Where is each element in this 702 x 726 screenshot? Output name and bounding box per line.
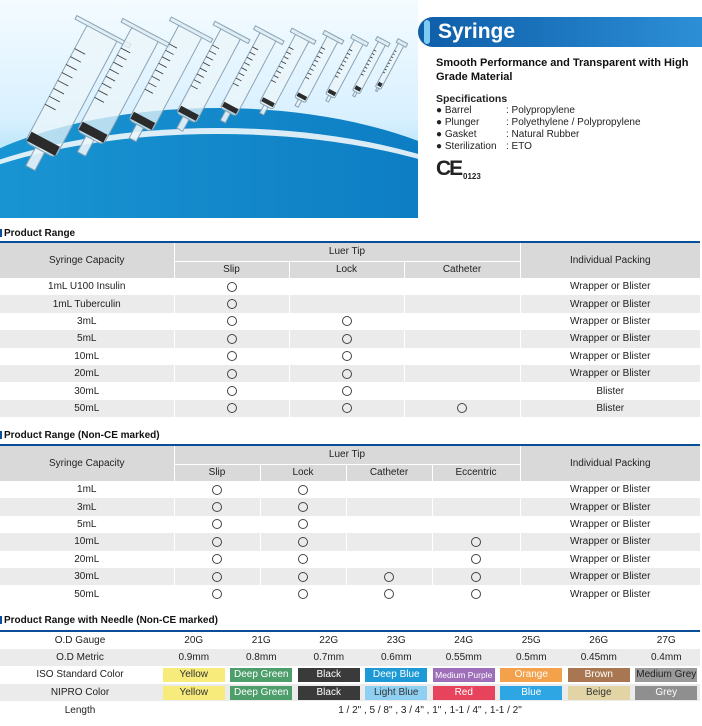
available-circle-icon [384,589,394,599]
needle-row [0,684,700,702]
available-circle-icon [384,572,394,582]
packing-cell: Wrapper or Blister [520,498,700,515]
non-ce-product-range-table [0,444,700,603]
capacity-cell: 10mL [0,533,174,550]
spec-row: ● Barrel : Polypropylene [436,105,575,116]
available-circle-icon [342,386,352,396]
color-swatch: Black [298,686,360,700]
capacity-cell: 1mL Tuberculin [0,295,174,312]
table-row [0,481,700,498]
tip-mark-cell [174,400,289,417]
tip-mark-cell [260,585,346,602]
color-swatch: Deep Green [230,686,292,700]
needle-cell: 0.9mm [160,649,228,667]
capacity-cell: 50mL [74,588,100,600]
available-circle-icon [212,554,222,564]
needle-cell [498,684,566,702]
table-row [0,278,700,295]
needle-range-table [0,630,700,719]
capacity-cell: 3mL [77,315,97,327]
needle-row [0,631,700,649]
color-swatch: Light Blue [365,686,427,700]
available-circle-icon [212,485,222,495]
capacity-cell: 3mL [0,498,174,515]
tip-mark-cell [174,330,289,347]
needle-cell: 0.5mm [498,649,566,667]
available-circle-icon [212,537,222,547]
packing-cell: Wrapper or Blister [520,516,700,533]
tip-mark-cell [346,498,432,515]
needle-cell [295,684,363,702]
packing-cell: Wrapper or Blister [520,585,700,602]
tip-mark-cell [346,481,432,498]
table-row [0,551,700,568]
color-swatch: Blue [500,686,562,700]
needle-cell: 20G [184,634,204,646]
available-circle-icon [227,299,237,309]
tip-mark-cell [289,278,404,295]
capacity-cell: 10mL [74,350,100,362]
available-circle-icon [342,369,352,379]
table-row [0,533,700,550]
tip-mark-cell [404,365,520,382]
table-row [0,295,700,312]
tip-mark-cell [174,278,289,295]
needle-cell [228,666,296,684]
needle-cell: 0.8mm [228,649,296,667]
syringe-illustration [0,0,418,218]
needle-cell [430,684,498,702]
page-title: Syringe [438,20,516,43]
capacity-cell: 20mL [74,553,100,565]
available-circle-icon [227,282,237,292]
capacity-cell: 30mL [0,568,174,585]
available-circle-icon [342,403,352,413]
available-circle-icon [298,554,308,564]
needle-cell: 0.55mm [430,649,498,667]
tip-mark-cell [432,533,520,550]
needle-cell [295,666,363,684]
capacity-cell: 30mL [74,385,100,397]
color-swatch: Beige [568,686,630,700]
col-header-luer-tip: Luer Tip [174,445,520,464]
table-row [0,400,700,417]
needle-cell [160,666,228,684]
tip-mark-cell [174,481,260,498]
section-title-product-range: Product Range [0,228,75,239]
tip-mark-cell [174,365,289,382]
tip-mark-cell [289,400,404,417]
tip-mark-cell [174,585,260,602]
color-swatch: Orange [500,668,562,682]
packing-cell: Blister [520,400,700,417]
packing-cell: Wrapper or Blister [520,551,700,568]
needle-cell [633,684,701,702]
available-circle-icon [227,386,237,396]
col-header-slip: Slip [174,261,289,278]
needle-cell [430,666,498,684]
needle-cell [565,684,633,702]
capacity-cell: 1mL U100 Insulin [48,281,126,293]
available-circle-icon [471,572,481,582]
available-circle-icon [298,537,308,547]
tip-mark-cell [404,382,520,399]
table-row [0,516,700,533]
tip-mark-cell [174,295,289,312]
available-circle-icon [298,519,308,529]
color-swatch: Medium Purple [433,668,495,682]
needle-cell: 0.45mm [565,649,633,667]
available-circle-icon [212,502,222,512]
available-circle-icon [212,572,222,582]
color-swatch: Yellow [163,668,225,682]
title-banner [418,17,702,47]
needle-row-length [0,701,700,719]
available-circle-icon [227,351,237,361]
row-label: O.D Metric [0,649,160,667]
tip-mark-cell [404,400,520,417]
needle-cell: 0.4mm [633,649,701,667]
tip-mark-cell [404,295,520,312]
table-row [0,382,700,399]
needle-cell: 0.6mm [363,649,431,667]
table-row [0,585,700,602]
available-circle-icon [342,334,352,344]
available-circle-icon [298,485,308,495]
col-header-slip: Slip [174,464,260,481]
col-header-packing: Individual Packing [520,445,700,481]
available-circle-icon [457,403,467,413]
available-circle-icon [342,316,352,326]
tip-mark-cell [404,278,520,295]
packing-cell: Wrapper or Blister [520,278,700,295]
needle-row [0,666,700,684]
needle-cell [160,684,228,702]
needle-cell: 0.7mm [295,649,363,667]
needle-cell [565,666,633,684]
color-swatch: Yellow [163,686,225,700]
col-header-catheter: Catheter [346,464,432,481]
table-row [0,330,700,347]
tip-mark-cell [260,481,346,498]
color-swatch: Black [298,668,360,682]
tip-mark-cell [174,382,289,399]
tip-mark-cell [404,330,520,347]
tip-mark-cell [174,516,260,533]
table-row [0,568,700,585]
packing-cell: Wrapper or Blister [520,568,700,585]
needle-cell: 21G [251,634,271,646]
color-swatch: Brown [568,668,630,682]
table-row [0,313,700,330]
available-circle-icon [212,519,222,529]
product-photo [0,0,418,218]
tip-mark-cell [289,295,404,312]
tip-mark-cell [174,533,260,550]
tip-mark-cell [174,348,289,365]
packing-cell: Wrapper or Blister [520,313,700,330]
tip-mark-cell [346,568,432,585]
col-header-luer-tip: Luer Tip [174,242,520,261]
tip-mark-cell [174,568,260,585]
available-circle-icon [342,351,352,361]
available-circle-icon [227,369,237,379]
ce-mark-logo: CE [436,157,462,180]
col-header-catheter: Catheter [404,261,520,278]
tip-mark-cell [260,533,346,550]
capacity-cell: 5mL [77,518,97,530]
needle-cell [633,666,701,684]
needle-cell [498,666,566,684]
capacity-cell: 5mL [0,330,174,347]
ce-number: 0123 [463,172,481,181]
color-swatch: Deep Blue [365,668,427,682]
table-row [0,498,700,515]
row-label: Length [64,704,96,716]
tip-mark-cell [346,551,432,568]
table-row [0,365,700,382]
capacity-cell: 50mL [0,400,174,417]
tip-mark-cell [260,551,346,568]
tip-mark-cell [346,516,432,533]
tip-mark-cell [432,551,520,568]
available-circle-icon [471,589,481,599]
packing-cell: Wrapper or Blister [520,533,700,550]
needle-cell [363,684,431,702]
needle-cell: 23G [386,634,406,646]
tip-mark-cell [174,551,260,568]
tip-mark-cell [432,585,520,602]
tip-mark-cell [289,382,404,399]
needle-cell: 24G [454,634,474,646]
packing-cell: Wrapper or Blister [520,348,700,365]
row-label: NIPRO Color [0,684,160,702]
spec-row: ● Gasket : Natural Rubber [436,129,580,140]
needle-cell: 25G [521,634,541,646]
color-swatch: Deep Green [230,668,292,682]
available-circle-icon [227,316,237,326]
tip-mark-cell [404,348,520,365]
row-label: O.D Gauge [54,634,106,646]
available-circle-icon [471,554,481,564]
tip-mark-cell [346,533,432,550]
packing-cell: Wrapper or Blister [520,330,700,347]
col-header-lock: Lock [289,261,404,278]
tip-mark-cell [432,516,520,533]
tip-mark-cell [289,330,404,347]
packing-cell: Wrapper or Blister [520,481,700,498]
available-circle-icon [227,334,237,344]
tip-mark-cell [432,498,520,515]
available-circle-icon [298,502,308,512]
col-header-capacity: Syringe Capacity [0,445,174,481]
capacity-cell: 1mL [77,484,97,496]
tip-mark-cell [289,313,404,330]
tip-mark-cell [289,365,404,382]
col-header-packing: Individual Packing [520,242,700,278]
tip-mark-cell [174,313,289,330]
product-range-table [0,241,700,417]
available-circle-icon [227,403,237,413]
col-header-lock: Lock [260,464,346,481]
needle-cell [363,666,431,684]
tip-mark-cell [432,481,520,498]
tip-mark-cell [432,568,520,585]
packing-cell: Wrapper or Blister [520,365,700,382]
tip-mark-cell [260,498,346,515]
needle-cell: 22G [319,634,339,646]
available-circle-icon [298,572,308,582]
col-header-capacity: Syringe Capacity [0,242,174,278]
capacity-cell: 20mL [0,365,174,382]
available-circle-icon [298,589,308,599]
specifications-list [436,105,641,153]
product-subtitle: Smooth Performance and Transparent with High Grade Material [436,57,689,83]
tip-mark-cell [289,348,404,365]
row-label: ISO Standard Color [36,669,124,681]
available-circle-icon [212,589,222,599]
needle-cell: 26G [589,634,609,646]
color-swatch: Grey [635,686,697,700]
tip-mark-cell [346,585,432,602]
length-values: 1 / 2" , 5 / 8" , 3 / 4" , 1" , 1-1 / 4" , 1-1 / 2" [338,704,522,716]
needle-cell: 27G [656,634,676,646]
needle-row [0,649,700,667]
color-swatch: Red [433,686,495,700]
tip-mark-cell [174,498,260,515]
table-row [0,348,700,365]
color-swatch: Medium Grey [636,668,697,680]
section-title-needle: Product Range with Needle (Non-CE marked) [0,615,218,626]
tip-mark-cell [260,568,346,585]
col-header-eccentric: Eccentric [432,464,520,481]
spec-row: ● Plunger : Polyethylene / Polypropylene [436,117,641,128]
tip-mark-cell [260,516,346,533]
spec-row: ● Sterilization : ETO [436,141,532,152]
section-title-non-ce: Product Range (Non-CE marked) [0,430,160,441]
tip-mark-cell [404,313,520,330]
packing-cell: Blister [520,382,700,399]
specifications-title: Specifications [436,93,508,105]
packing-cell: Wrapper or Blister [520,295,700,312]
needle-cell [228,684,296,702]
available-circle-icon [471,537,481,547]
